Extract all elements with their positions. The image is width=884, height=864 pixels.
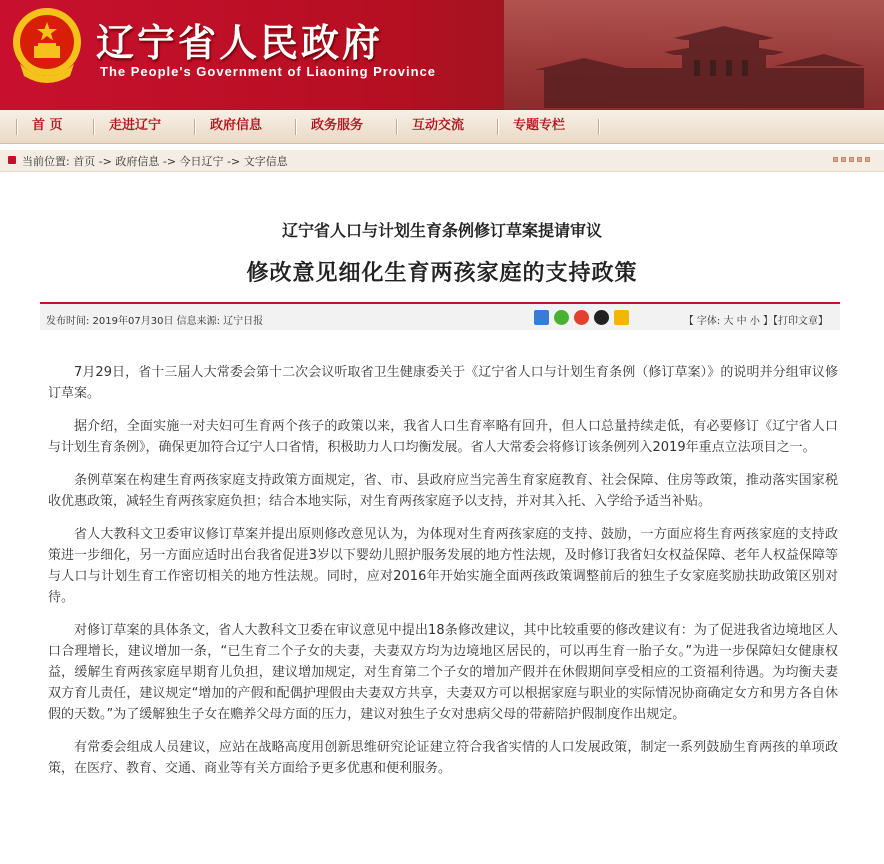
- nav-separator: [396, 119, 398, 135]
- nav-item-government-info[interactable]: 政府信息: [210, 118, 263, 133]
- share-buttons: [534, 310, 629, 325]
- nav-item-special-topics[interactable]: 专题专栏: [513, 118, 566, 133]
- palace-image: [524, 8, 864, 108]
- publish-info: 发布时间: 2019年07月30日 信息来源: 辽宁日报: [46, 316, 264, 327]
- share-weibo-icon[interactable]: [574, 310, 589, 325]
- share-qzone-icon[interactable]: [614, 310, 629, 325]
- decorative-dots-icon: [833, 157, 870, 162]
- site-title: 辽宁省人民政府: [96, 20, 384, 65]
- article-paragraph: 省人大教科文卫委审议修订草案并提出原则修改意见认为，为体现对生育两孩家庭的支持、鼓励，一方面应将生育两孩家庭的支持政策进一步细化，另一方面应适时出台我省促进3岁以下婴幼儿照护服务发展的地方性法规，及时修订我省妇女权益保障、老年人权益保障等与人口与计划生育工作密切相关的地方性法规。同时，应对2016年开始实施全面两孩政策调整前后的独生子女家庭奖励扶助政策区别对待。: [48, 527, 838, 605]
- article-title: 修改意见细化生育两孩家庭的支持政策: [246, 261, 638, 286]
- nav-separator: [194, 119, 196, 135]
- location-icon: [8, 156, 16, 164]
- article-paragraph: 7月29日，省十三届人大常委会第十二次会议听取省卫生健康委关于《辽宁省人口与计划生育条例（修订草案）》的说明并分组审议修订草案。: [48, 365, 838, 401]
- nav-separator: [598, 119, 600, 135]
- nav-item-government-services[interactable]: 政务服务: [311, 118, 364, 133]
- nav-separator: [497, 119, 499, 135]
- nav-separator: [16, 119, 18, 135]
- article-paragraph: 据介绍，全面实施一对夫妇可生育两个孩子的政策以来，我省人口生育率略有回升，但人口总量持续走低，有必要修订《辽宁省人口与计划生育条例》，确保更加符合辽宁人口省情，积极助力人口均衡发展。省人大常委会将修订该条例列入2019年重点立法项目之一。: [48, 419, 838, 455]
- national-emblem-icon: [10, 4, 84, 86]
- article-paragraph: 条例草案在构建生育两孩家庭支持政策方面规定，省、市、县政府应当完善生育家庭教育、社会保障、住房等政策，推动落实国家税收优惠政策，减轻生育两孩家庭负担；结合本地实际，对生育两孩家庭予以支持，并对其入托、入学给予适当补贴。: [48, 473, 838, 509]
- nav-item-about-liaoning[interactable]: 走进辽宁: [109, 118, 162, 133]
- nav-item-home[interactable]: 首 页: [32, 118, 63, 133]
- site-banner: [0, 0, 884, 110]
- article-paragraph: 对修订草案的具体条文，省人大教科文卫委在审议意见中提出18条修改建议，其中比较重要的修改建议有：为了促进我省边境地区人口合理增长，建议增加一条，“已生育二个子女的夫妻，夫妻双方均为边境地区居民的，可以再生育一胎子女。”为进一步保障妇女健康权益，缓解生育两孩家庭早期育儿负担，建议增加规定，对生育第二个子女的增加产假并在休假期间享受相应的工资福利待遇。为均衡夫妻双方育儿责任，建议规定“增加的产假和配偶护理假由夫妻双方共享，夫妻双方可以根据家庭与职业的实际情况协商确定女方和男方各自休假的天数。”为了缓解独生子女在赡养父母方面的压力，建议对独生子女对患病父母的带薪陪护假制度作出规定。: [48, 623, 838, 722]
- nav-separator: [93, 119, 95, 135]
- site-subtitle: The People's Government of Liaoning Province: [100, 64, 437, 79]
- article-meta-bar: [40, 302, 840, 330]
- share-wechat-icon[interactable]: [554, 310, 569, 325]
- breadcrumb: [0, 150, 884, 172]
- breadcrumb-text[interactable]: 当前位置: 首页 -> 政府信息 -> 今日辽宁 -> 文字信息: [22, 155, 288, 168]
- article-pre-title: 辽宁省人口与计划生育条例修订草案提请审议: [281, 221, 602, 240]
- share-qq-icon[interactable]: [594, 310, 609, 325]
- article-paragraph: 有常委会组成人员建议，应站在战略高度用创新思维研究论证建立符合我省实情的人口发展政策，制定一系列鼓励生育两孩的单项政策，在医疗、教育、交通、商业等有关方面给予更多优惠和便利服务。: [48, 740, 838, 776]
- main-nav: [0, 110, 884, 144]
- article-body: [48, 362, 838, 791]
- nav-separator: [295, 119, 297, 135]
- font-size-print-controls[interactable]: 【 字体: 大 中 小 】【打印文章】: [683, 316, 828, 327]
- nav-item-interaction[interactable]: 互动交流: [412, 118, 465, 133]
- share-plus-icon[interactable]: [534, 310, 549, 325]
